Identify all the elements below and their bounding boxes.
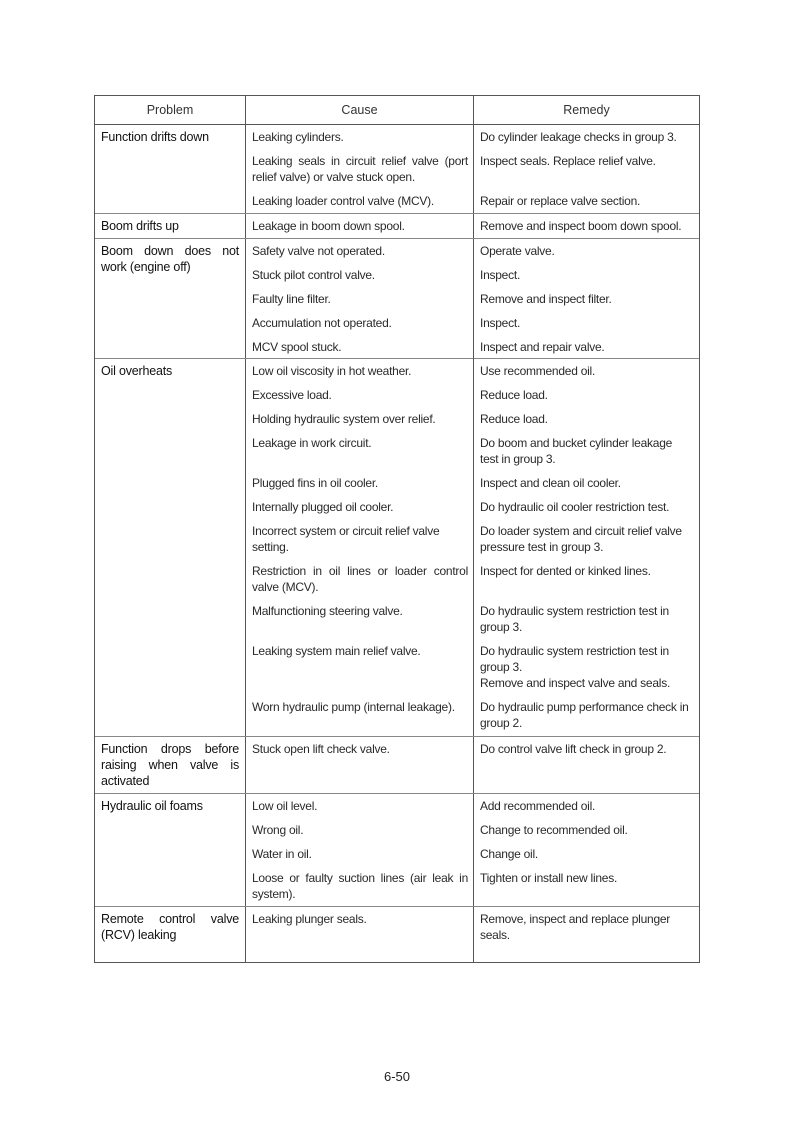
header-cause: Cause: [246, 96, 474, 124]
header-problem: Problem: [95, 96, 246, 124]
remedy-cell: Operate valve.: [480, 244, 555, 258]
cause-cell: Excessive load.: [246, 383, 474, 407]
cause-cell: Internally plugged oil cooler.: [246, 495, 474, 519]
remedy-cell: Inspect and clean oil cooler.: [480, 476, 621, 490]
table-row: [246, 471, 699, 495]
remedy-cell: Add recommended oil.: [480, 799, 596, 813]
table-row: [246, 125, 699, 149]
cause-cell: Restriction in oil lines or loader control valve (MCV).: [246, 559, 474, 599]
cause-cell: Malfunctioning steering valve.: [246, 599, 474, 639]
problem-label: Function drops before raising when valve is activated: [95, 737, 246, 793]
table-row: [246, 599, 699, 639]
remedy-cell: Remove and inspect filter.: [480, 292, 612, 306]
cause-cell: Loose or faulty suction lines (air leak in system).: [246, 866, 474, 906]
remedy-cell: Reduce load.: [480, 388, 548, 402]
problem-label: Boom down does not work (engine off): [95, 239, 246, 358]
remedy-cell: Inspect.: [480, 268, 521, 282]
table-row: [246, 189, 699, 213]
remedy-cell: Tighten or install new lines.: [480, 871, 618, 885]
table-row: [246, 559, 699, 599]
troubleshooting-table: [94, 95, 700, 963]
remedy-cell: Do hydraulic system restriction test in group 3.: [480, 604, 669, 634]
remedy-cell: Remove, inspect and replace plunger seals.: [480, 912, 671, 942]
problem-group: [95, 125, 699, 214]
problem-group: [95, 359, 699, 737]
cause-cell: Incorrect system or circuit relief valve setting.: [246, 519, 474, 559]
table-row: [246, 737, 699, 793]
cause-cell: Stuck open lift check valve.: [246, 737, 474, 793]
cause-cell: Low oil viscosity in hot weather.: [246, 359, 474, 383]
table-row: [246, 695, 699, 736]
remedy-cell: Inspect and repair valve.: [480, 340, 605, 354]
problem-label: Remote control valve (RCV) leaking: [95, 907, 246, 962]
table-row: [246, 519, 699, 559]
remedy-cell: Do hydraulic system restriction test in group 3. Remove and inspect valve and seals.: [480, 644, 671, 690]
table-row: [246, 842, 699, 866]
table-row: [246, 794, 699, 818]
table-row: [246, 495, 699, 519]
table-row: [246, 383, 699, 407]
problem-group: [95, 239, 699, 359]
table-row: [246, 407, 699, 431]
cause-cell: Leakage in work circuit.: [246, 431, 474, 471]
remedy-cell: Do loader system and circuit relief valve pressure test in group 3.: [480, 524, 682, 554]
table-row: [246, 239, 699, 263]
cause-cell: Holding hydraulic system over relief.: [246, 407, 474, 431]
remedy-cell: Inspect for dented or kinked lines.: [480, 564, 651, 578]
remedy-cell: Inspect seals. Replace relief valve.: [480, 154, 656, 168]
remedy-cell: Use recommended oil.: [480, 364, 596, 378]
table-row: [246, 287, 699, 311]
remedy-cell: Change to recommended oil.: [480, 823, 628, 837]
cause-cell: Leaking loader control valve (MCV).: [246, 189, 474, 213]
remedy-cell: Change oil.: [480, 847, 538, 861]
cause-cell: Safety valve not operated.: [246, 239, 474, 263]
table-row: [246, 214, 699, 238]
remedy-cell: Do cylinder leakage checks in group 3.: [480, 130, 677, 144]
cause-cell: Low oil level.: [246, 794, 474, 818]
cause-cell: Leaking cylinders.: [246, 125, 474, 149]
table-row: [246, 263, 699, 287]
problem-label: Oil overheats: [95, 359, 246, 736]
cause-cell: Leaking system main relief valve.: [246, 639, 474, 695]
cause-cell: Worn hydraulic pump (internal leakage).: [246, 695, 474, 736]
problem-label: Boom drifts up: [95, 214, 246, 238]
cause-cell: Stuck pilot control valve.: [246, 263, 474, 287]
problem-group: [95, 794, 699, 907]
cause-cell: Water in oil.: [246, 842, 474, 866]
table-row: [246, 359, 699, 383]
cause-cell: Accumulation not operated.: [246, 311, 474, 335]
cause-cell: Leaking plunger seals.: [246, 907, 474, 962]
remedy-cell: Repair or replace valve section.: [480, 194, 641, 208]
problem-label: Function drifts down: [95, 125, 246, 213]
cause-cell: Leaking seals in circuit relief valve (port relief valve) or valve stuck open.: [246, 149, 474, 189]
page-number: 6-50: [383, 1069, 411, 1084]
table-header: [95, 96, 699, 125]
cause-cell: MCV spool stuck.: [246, 335, 474, 359]
remedy-cell: Do boom and bucket cylinder leakage test in group 3.: [480, 436, 673, 466]
remedy-cell: Inspect.: [480, 316, 521, 330]
cause-cell: Plugged fins in oil cooler.: [246, 471, 474, 495]
table-row: [246, 149, 699, 189]
table-row: [246, 818, 699, 842]
cause-cell: Leakage in boom down spool.: [246, 214, 474, 238]
table-row: [246, 866, 699, 906]
table-row: [246, 311, 699, 335]
remedy-cell: Remove and inspect boom down spool.: [480, 219, 682, 233]
remedy-cell: Do control valve lift check in group 2.: [480, 742, 667, 756]
problem-label: Hydraulic oil foams: [95, 794, 246, 906]
table-row: [246, 907, 699, 962]
problem-group: [95, 907, 699, 962]
problem-group: [95, 737, 699, 794]
header-remedy: Remedy: [563, 103, 610, 117]
remedy-cell: Reduce load.: [480, 412, 548, 426]
table-row: [246, 431, 699, 471]
problem-group: [95, 214, 699, 239]
remedy-cell: Do hydraulic pump performance check in group 2.: [480, 700, 689, 730]
remedy-cell: Do hydraulic oil cooler restriction test.: [480, 500, 670, 514]
table-row: [246, 639, 699, 695]
table-row: [246, 335, 699, 359]
cause-cell: Wrong oil.: [246, 818, 474, 842]
cause-cell: Faulty line filter.: [246, 287, 474, 311]
